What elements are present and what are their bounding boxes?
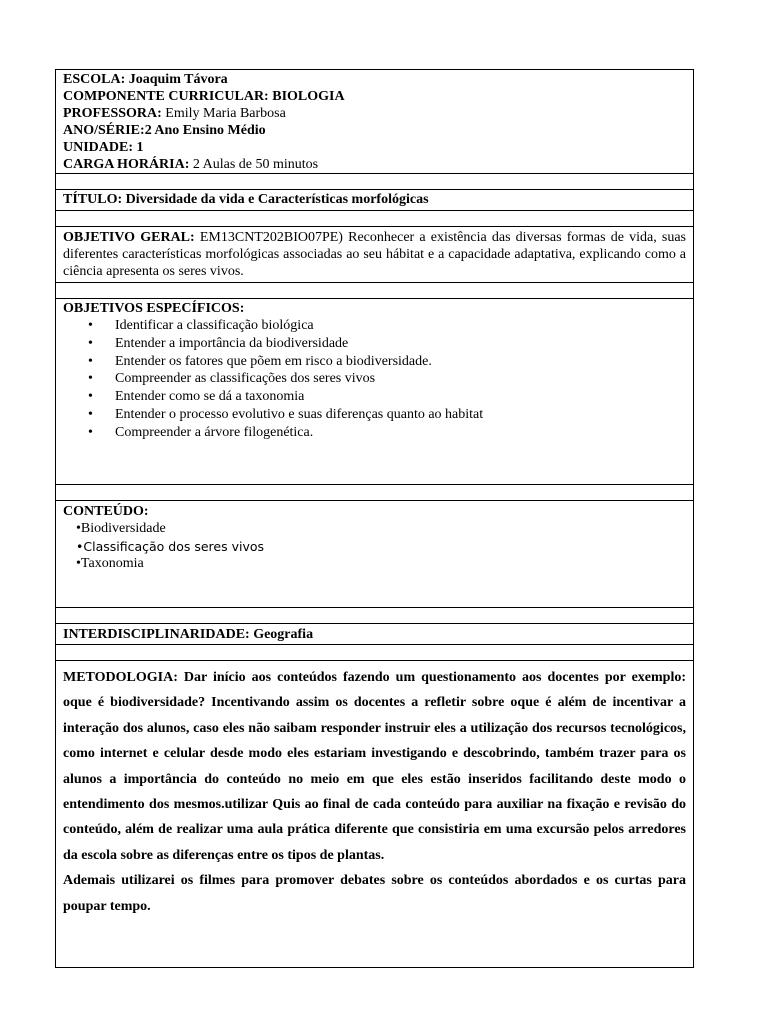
professora-line: [63, 105, 686, 122]
carga-line: [63, 156, 686, 173]
lesson-plan-document: [55, 69, 694, 968]
spacer-row: [56, 174, 694, 190]
metodologia-paragraph-2: Ademais utilizarei os filmes para promover debates sobre os conteúdos abordados e os curtas para poupar tempo.: [63, 873, 686, 914]
carga-value: 2 Aulas de 50 minutos: [192, 157, 319, 172]
ano-label: ANO/SÉRIE:: [63, 123, 145, 138]
ano-value: 2 Ano Ensino Médio: [144, 123, 266, 138]
titulo-cell: [56, 190, 694, 211]
list-item: • Compreender as classificações dos seres vivos: [109, 370, 686, 388]
objetivo-geral-row: [56, 227, 694, 283]
list-item: •Classificação dos seres vivos: [76, 538, 265, 554]
objetivos-especificos-list: [63, 317, 686, 442]
unidade-value: 1: [136, 140, 144, 155]
titulo-label: TÍTULO:: [63, 192, 123, 207]
list-item: • Compreender a árvore filogenética.: [109, 424, 686, 442]
interdisciplinaridade-row: [56, 624, 694, 645]
objetivos-especificos-label: OBJETIVOS ESPECÍFICOS:: [63, 301, 245, 316]
titulo-row: [56, 190, 694, 211]
conteudo-row: [56, 501, 694, 608]
lesson-plan-table: [55, 69, 694, 968]
unidade-line: [63, 139, 686, 156]
componente-line: [63, 88, 686, 105]
header-cell: [56, 70, 694, 174]
carga-label: CARGA HORÁRIA:: [63, 157, 190, 172]
spacer-row: [56, 645, 694, 661]
objetivos-especificos-cell: [56, 299, 694, 485]
list-item: • Entender os fatores que põem em risco a biodiversidade.: [109, 353, 686, 371]
conteudo-label: CONTEÚDO:: [63, 504, 149, 519]
componente-value: BIOLOGIA: [272, 89, 345, 104]
metodologia-paragraph-1: [63, 665, 686, 868]
metodologia-label: METODOLOGIA:: [63, 670, 178, 685]
componente-label: COMPONENTE CURRICULAR:: [63, 89, 269, 104]
list-item: •Biodiversidade: [76, 521, 166, 536]
escola-label: ESCOLA:: [63, 72, 126, 87]
escola-line: [63, 71, 686, 88]
escola-value: Joaquim Távora: [128, 72, 228, 87]
professora-value: Emily Maria Barbosa: [165, 106, 286, 121]
objetivo-geral-text: EM13CNT202BIO07PE) Reconhecer a existência das diversas formas de vida, suas diferentes características morfológicas associadas ao seu hábitat e a capacidade adaptativa, explicando como a ciência apresenta os seres vivos.: [63, 230, 686, 279]
objetivo-geral-label: OBJETIVO GERAL:: [63, 230, 195, 245]
metodologia-cell: [56, 661, 694, 968]
unidade-label: UNIDADE:: [63, 140, 133, 155]
spacer-row: [56, 211, 694, 227]
metodologia-row: [56, 661, 694, 968]
interdisciplinaridade-cell: [56, 624, 694, 645]
objetivos-especificos-row: [56, 299, 694, 485]
conteudo-list: [63, 520, 686, 573]
list-item: •Taxonomia: [76, 556, 144, 571]
list-item: • Entender o processo evolutivo e suas diferenças quanto ao habitat: [109, 406, 686, 424]
spacer-row: [56, 608, 694, 624]
list-item: • Identificar a classificação biológica: [109, 317, 686, 335]
professora-label: PROFESSORA:: [63, 106, 162, 121]
ano-line: [63, 122, 686, 139]
list-item: • Entender a importância da biodiversidade: [109, 335, 686, 353]
list-item: • Entender como se dá a taxonomia: [109, 388, 686, 406]
titulo-value: Diversidade da vida e Características morfológicas: [125, 192, 429, 207]
interdisciplinaridade-label: INTERDISCIPLINARIDADE:: [63, 627, 250, 642]
spacer-row: [56, 283, 694, 299]
objetivo-geral-cell: [56, 227, 694, 283]
spacer-row: [56, 485, 694, 501]
interdisciplinaridade-value: Geografia: [253, 627, 314, 642]
metodologia-text-1: Dar início aos conteúdos fazendo um questionamento aos docentes por exemplo: oque é biodiversidade? Incentivando assim os docentes a refletir sobre oque é além de incentivar a interação dos alunos, caso eles não saibam responder instruir eles a utilização dos recursos tecnológicos, como internet e celular desde modo eles estariam investigando e descobrindo, também trazer para os alunos a importância do conteúdo no meio em que eles estão inseridos facilitando deste modo o entendimento dos mesmos.utilizar Quis ao final de cada conteúdo para auxiliar na fixação e revisão do conteúdo, além de realizar uma aula prática diferente que consistiria em uma excursão pelos arredores da escola sobre as diferenças entre os tipos de plantas.: [63, 670, 687, 863]
conteudo-cell: [56, 501, 694, 608]
header-row: [56, 70, 694, 174]
